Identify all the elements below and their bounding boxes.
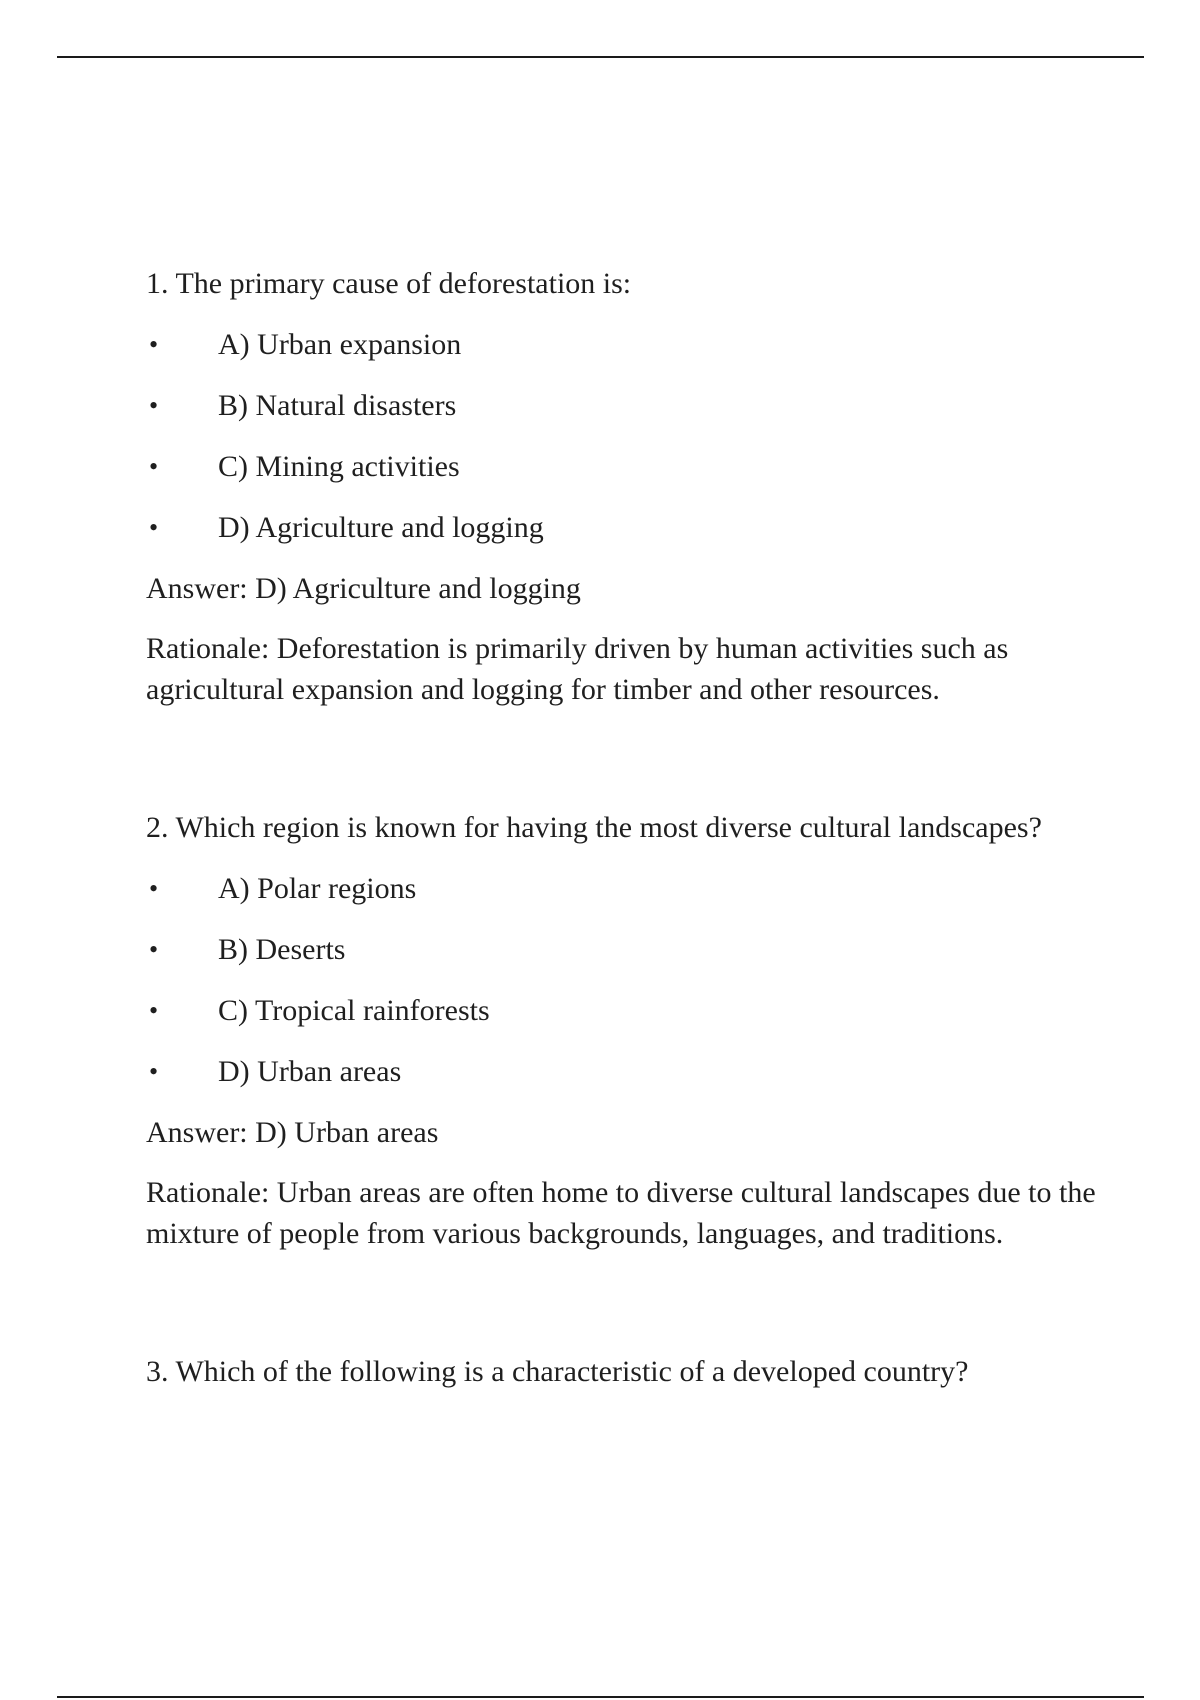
- option-item: [146, 323, 1096, 366]
- bullet-icon: •: [149, 1057, 159, 1086]
- option-label: B) Natural disasters: [218, 389, 457, 422]
- bullet-icon: •: [149, 874, 159, 903]
- question-prompt: 3. Which of the following is a characteristic of a developed country?: [146, 1355, 969, 1388]
- option-item: [146, 1050, 1096, 1093]
- option-list: [146, 323, 1096, 549]
- question-prompt: 2. Which region is known for having the most diverse cultural landscapes?: [146, 811, 1042, 844]
- answer-text: Answer: D) Urban areas: [146, 1116, 439, 1149]
- top-rule: [57, 56, 1144, 58]
- rationale-text: Rationale: Urban areas are often home to diverse cultural landscapes due to the mixture of people from various backgrounds, languages, and traditions.: [146, 1176, 1096, 1250]
- answer-text: Answer: D) Agriculture and logging: [146, 572, 581, 605]
- question-block-2: [146, 806, 1096, 1254]
- bullet-icon: •: [149, 996, 159, 1025]
- bullet-icon: •: [149, 513, 159, 542]
- option-label: C) Tropical rainforests: [218, 994, 490, 1027]
- option-item: [146, 867, 1096, 910]
- bullet-icon: •: [149, 391, 159, 420]
- rationale-text: Rationale: Deforestation is primarily driven by human activities such as agricultural expansion and logging for timber and other resources.: [146, 632, 1009, 706]
- option-label: D) Agriculture and logging: [218, 511, 544, 544]
- option-item: [146, 506, 1096, 549]
- question-prompt: 1. The primary cause of deforestation is:: [146, 267, 632, 300]
- option-label: A) Polar regions: [218, 872, 417, 905]
- option-item: [146, 928, 1096, 971]
- option-item: [146, 384, 1096, 427]
- question-block-3: [146, 1350, 1096, 1393]
- option-label: D) Urban areas: [218, 1055, 402, 1088]
- bullet-icon: •: [149, 452, 159, 481]
- bullet-icon: •: [149, 330, 159, 359]
- option-label: A) Urban expansion: [218, 328, 462, 361]
- option-list: [146, 867, 1096, 1093]
- question-block-1: [146, 262, 1096, 710]
- bullet-icon: •: [149, 935, 159, 964]
- option-item: [146, 445, 1096, 488]
- option-label: C) Mining activities: [218, 450, 460, 483]
- document-content: [146, 262, 1096, 1393]
- bottom-rule: [57, 1696, 1144, 1698]
- option-item: [146, 989, 1096, 1032]
- option-label: B) Deserts: [218, 933, 346, 966]
